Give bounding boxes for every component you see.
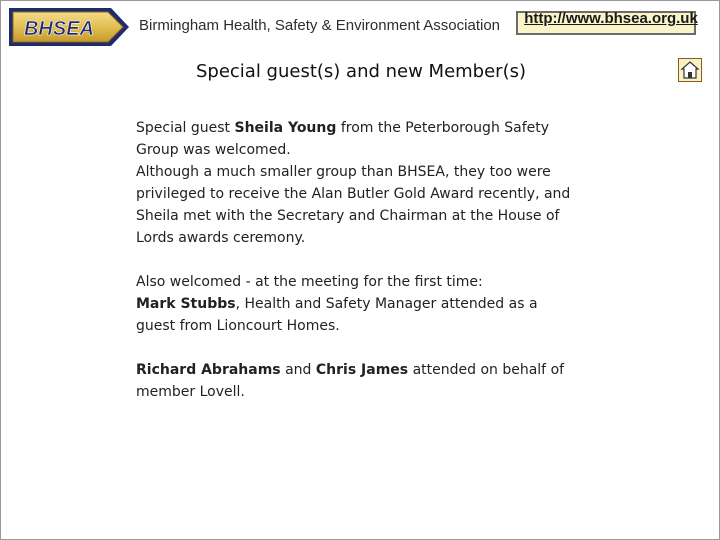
bhsea-logo	[7, 6, 132, 48]
logo-badge-icon	[7, 6, 132, 48]
slide-body	[136, 117, 576, 403]
paragraph-welcomed: Also welcomed - at the meeting for the first time:	[136, 274, 483, 290]
text-segment: Special guest	[136, 120, 235, 136]
text-segment: , Health and Safety Manager attended as a guest from Lioncourt Homes.	[136, 296, 538, 334]
paragraph-mark-stubbs	[136, 293, 576, 337]
guest-name: Sheila Young	[234, 120, 337, 136]
spacer	[136, 337, 576, 359]
paragraph-lovell	[136, 359, 576, 403]
member-name: Richard Abrahams	[136, 362, 281, 378]
header-bar	[1, 1, 719, 53]
logo-text: BHSEA	[23, 18, 95, 40]
website-link[interactable]: http://www.bhsea.org.uk	[524, 10, 698, 27]
slide-title: Special guest(s) and new Member(s)	[195, 61, 527, 82]
paragraph-award: Although a much smaller group than BHSEA, they too were privileged to receive the Alan Butler Gold Award recently, and Sheila met with the Secretary and Chairman at the House of Lords awards ceremony.	[136, 164, 571, 246]
text-segment: and	[280, 362, 316, 378]
spacer	[136, 249, 576, 271]
paragraph-special-guest	[136, 117, 576, 161]
text-segment: from the Peterborough Safety Group was welcomed.	[136, 120, 550, 158]
member-name: Mark Stubbs	[136, 296, 236, 312]
member-name: Chris James	[315, 362, 409, 378]
organization-name: Birmingham Health, Safety & Environment Association	[139, 17, 501, 34]
text-segment: attended on behalf of member Lovell.	[136, 362, 565, 400]
